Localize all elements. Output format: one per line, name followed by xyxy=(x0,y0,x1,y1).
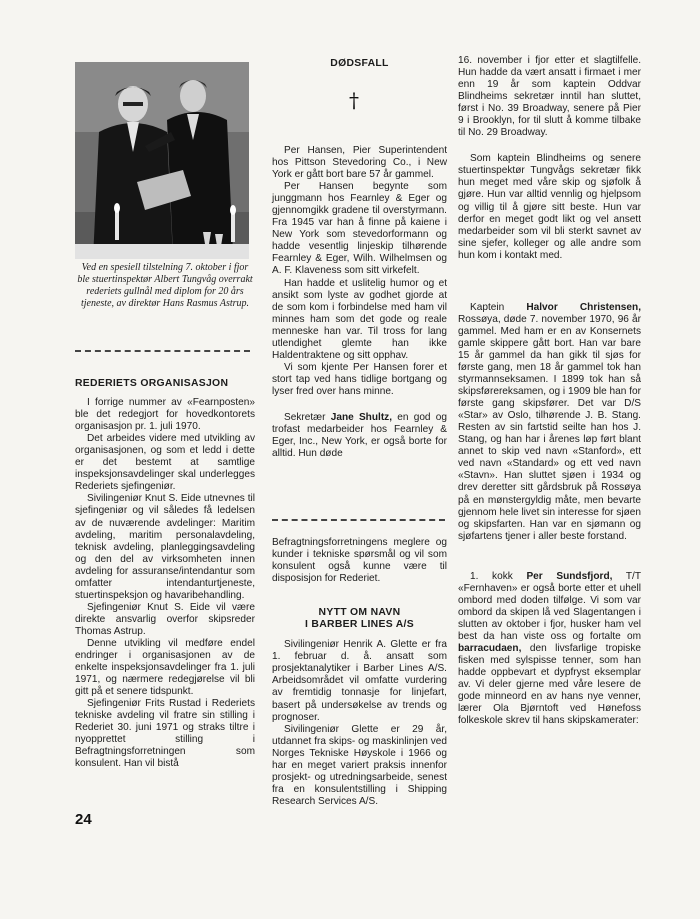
separator-col2 xyxy=(272,519,445,524)
text-span: T/T «Fernhaven» er også borte etter et uhell ombord med doden tilfølge. Vi som var ombord da skipen lå ved Slagentangen i slutten av oktober i fjor, husker ham vel best da han viste oss og fortalte om xyxy=(458,570,642,642)
heading-barber-lines: I BARBER LINES A/S xyxy=(305,619,414,631)
col1-paragraph: Sjefingeniør Knut S. Eide vil være direkte ansvarlig overfor skipsreder Thomas Astrup. xyxy=(75,601,255,637)
heading-rederiets-organisasjon: REDERIETS ORGANISASJON xyxy=(75,378,229,389)
obituary-jane-shultz xyxy=(272,412,447,460)
memorial-cross: † xyxy=(349,88,359,112)
col1-paragraph: Denne utvikling vil medføre endel endringer i organisasjonen av de enkelte inspeksjonsavdelinger fra 1. juli 1971, og nærmere redegjørelse vil bli gitt på et senere tidspunkt. xyxy=(75,637,255,698)
text-span: den livsfarlige tropiske fisken med sylspisse tenner, som han hadde oppbevart et dypfryst eksemplar av. Vi deler gjerne med våre lesere de gode minneord en av hans nye venner, lærer Ola Bjørntoft ved Hønefoss folkeskole skrev til hans skipskamerater: xyxy=(458,642,641,727)
text-span: en god og trofast medarbeider hos Fearnley & Eger, Inc., New York, er også borte for alltid. Hun døde xyxy=(272,411,447,460)
col3-paragraph: Som kaptein Blindheims og senere stuertinspektør Tungvågs sekretær fikk hun meget med våre skip og sjøfolk å gjøre. Hun var alltid vennlig og hjelpsom og villig til å gjøre sitt beste. Hun var derfor en meget godt likt og vel ansett medarbeider som vil bli sterkt savnet av sine sjefer, kolleger og alle andre som hun kom i kontakt med. xyxy=(458,153,641,261)
obituary-halvor-christensen xyxy=(458,302,641,543)
name-jane-shultz: Jane Shultz, xyxy=(330,411,393,423)
text-span: 1. kokk xyxy=(470,570,527,582)
heading-dodsfall: DØDSFALL xyxy=(330,58,389,69)
name-halvor-christensen: Halvor Christensen, xyxy=(526,301,641,313)
col2-paragraph: Vi som kjente Per Hansen forer et stort tap ved hans tidlige bortgang og lyser fred over hans minne. xyxy=(272,361,447,397)
column-2-bottom xyxy=(272,537,447,808)
heading-nytt-om-navn: NYTT OM NAVN xyxy=(318,607,401,619)
column-3 xyxy=(458,55,641,727)
col1-paragraph: Sivilingeniør Knut S. Eide utnevnes til sjefingeniør og vil således få ledelsen av de nuværende avdelinger: Maritim avdeling, maritim personalavdeling, teknisk avdeling, planleggingsavdeling og den del av virksomheten innen avdeling for assuranse/intendantur som omfatter intendanturtjeneste, stuertinspeksjon og havaribehandling. xyxy=(75,493,255,601)
ceremony-photo xyxy=(75,62,249,259)
col2-paragraph: Per Hansen, Pier Superintendent hos Pittson Stevedoring Co., i New York er gått bort bare 57 år gammel. xyxy=(272,145,447,181)
text-span: Rossøya, døde 7. november 1970, 96 år gammel. Med ham er en av Konsernets gamle skippere gått bort. Han var bare 15 år gammel da han gikk til sjøs for første gang, men 18 år gammel tok han styrmannseksamen. I 1899 tok han så skipsførereksamen, og i 1909 ble han for første gang skipsfører. Det var D/S «Star» av Oslo, tilhørende J. B. Stang. Resten av sin fartstid seilte han hos J. Stang, og han har i årenes løp ført blant annet to skip ved navn «Stanford», ett ved navn «Standard» og ett ved navn «Stavn». Han sluttet sjøen i 1934 og drev deretter sitt gårdsbruk på Rossøya på en mønstergyldig måte, men bevarte gjennom hele livet sin interesse for sjøen og skipsfarten. Han var en sjømann og sjøfartens tjener i aller beste forstand. xyxy=(458,313,641,542)
col2-paragraph: Sivilingeniør Glette er 29 år, utdannet fra skips- og maskinlinjen ved Norges Tekniske Høyskole i 1966 og har en meget variert praksis innenfor prosjekt- og utredningsarbeide, senest fra en konsulentstilling i Shipping Research Services A/S. xyxy=(272,723,447,807)
col3-paragraph: 16. november i fjor etter et slagtilfelle. Hun hadde da vært ansatt i firmaet i mer enn 19 år som kaptein Oddvar Blindheims sekretær inntil han sluttet, først i No. 39 Broadway, senere på Pier 9 i Brooklyn, for til slutt å komme tilbake til No. 29 Broadway. xyxy=(458,55,641,139)
col1-paragraph: Sjefingeniør Frits Rustad i Rederiets tekniske avdeling vil fratre sin stilling i Rederiet 30. juni 1971 og straks tiltre i nyopprettet stilling i Befragtningsforretningen som konsulent. Han vil bistå xyxy=(75,698,255,770)
obituary-per-sundsfjord xyxy=(458,571,641,728)
column-2 xyxy=(272,58,447,70)
column-2-obituaries xyxy=(272,145,447,460)
separator-col1 xyxy=(75,350,250,355)
col2-paragraph: Sivilingeniør Henrik A. Glette er fra 1. februar d. å. ansatt som prosjektanalytiker i Barber Lines A/S. Arbeidsområdet vil omfatte vurdering av fremtidig tonnasje for linjefart, basert på undersøkelse av trends og prognoser. xyxy=(272,639,447,723)
word-barracudaen: barracudaen, xyxy=(458,642,522,654)
photo-caption: Ved en spesiell tilstelning 7. oktober i fjor ble stuertinspektør Albert Tungvåg overrakt rederiets gullnål med diplom for 20 års tjeneste, av direktør Hans Rasmus Astrup. xyxy=(77,262,253,310)
column-1 xyxy=(75,378,255,771)
col2-befragtning: Befragtningsforretningens meglere og kunder i tekniske spørsmål og vil som konsulent også kunne være til disposisjon for Rederiet. xyxy=(272,537,447,585)
col1-paragraph: I forrige nummer av «Fearnposten» ble det redegjort for hovedkontorets organisasjon pr. 1. juli 1970. xyxy=(75,397,255,433)
col2-paragraph: Han hadde et uslitelig humor og et ansikt som lyste av godhet gjorde at de som kom i forbindelse med ham vil minnes ham som det gode og reale menneske han var. Til tross for lang utlendighet glemte han ikke Haldentraktene og sitt opphav. xyxy=(272,277,447,361)
col1-paragraph: Det arbeides videre med utvikling av organisasjonen, og som et ledd i dette er det bestemt at samtlige inspeksjonsavdelinger skal underlegges Rederiets sjefingeniør. xyxy=(75,433,255,493)
text-span: Kaptein xyxy=(470,301,527,313)
name-per-sundsfjord: Per Sundsfjord, xyxy=(526,570,613,582)
page-number: 24 xyxy=(75,811,92,828)
col2-paragraph: Per Hansen begynte som junggmann hos Fearnley & Eger og gjennomgikk gradene til overstyrmann. Fra 1945 var han å finne på kaiene i New York som stevedorformann og hadde vesentlig linjeskip tilhørende Fearnley & Eger, Wilh. Wilhelmsen og A. F. Klaveness som sitt virkefelt. xyxy=(272,181,447,277)
text-span: Sekretær xyxy=(284,411,331,423)
